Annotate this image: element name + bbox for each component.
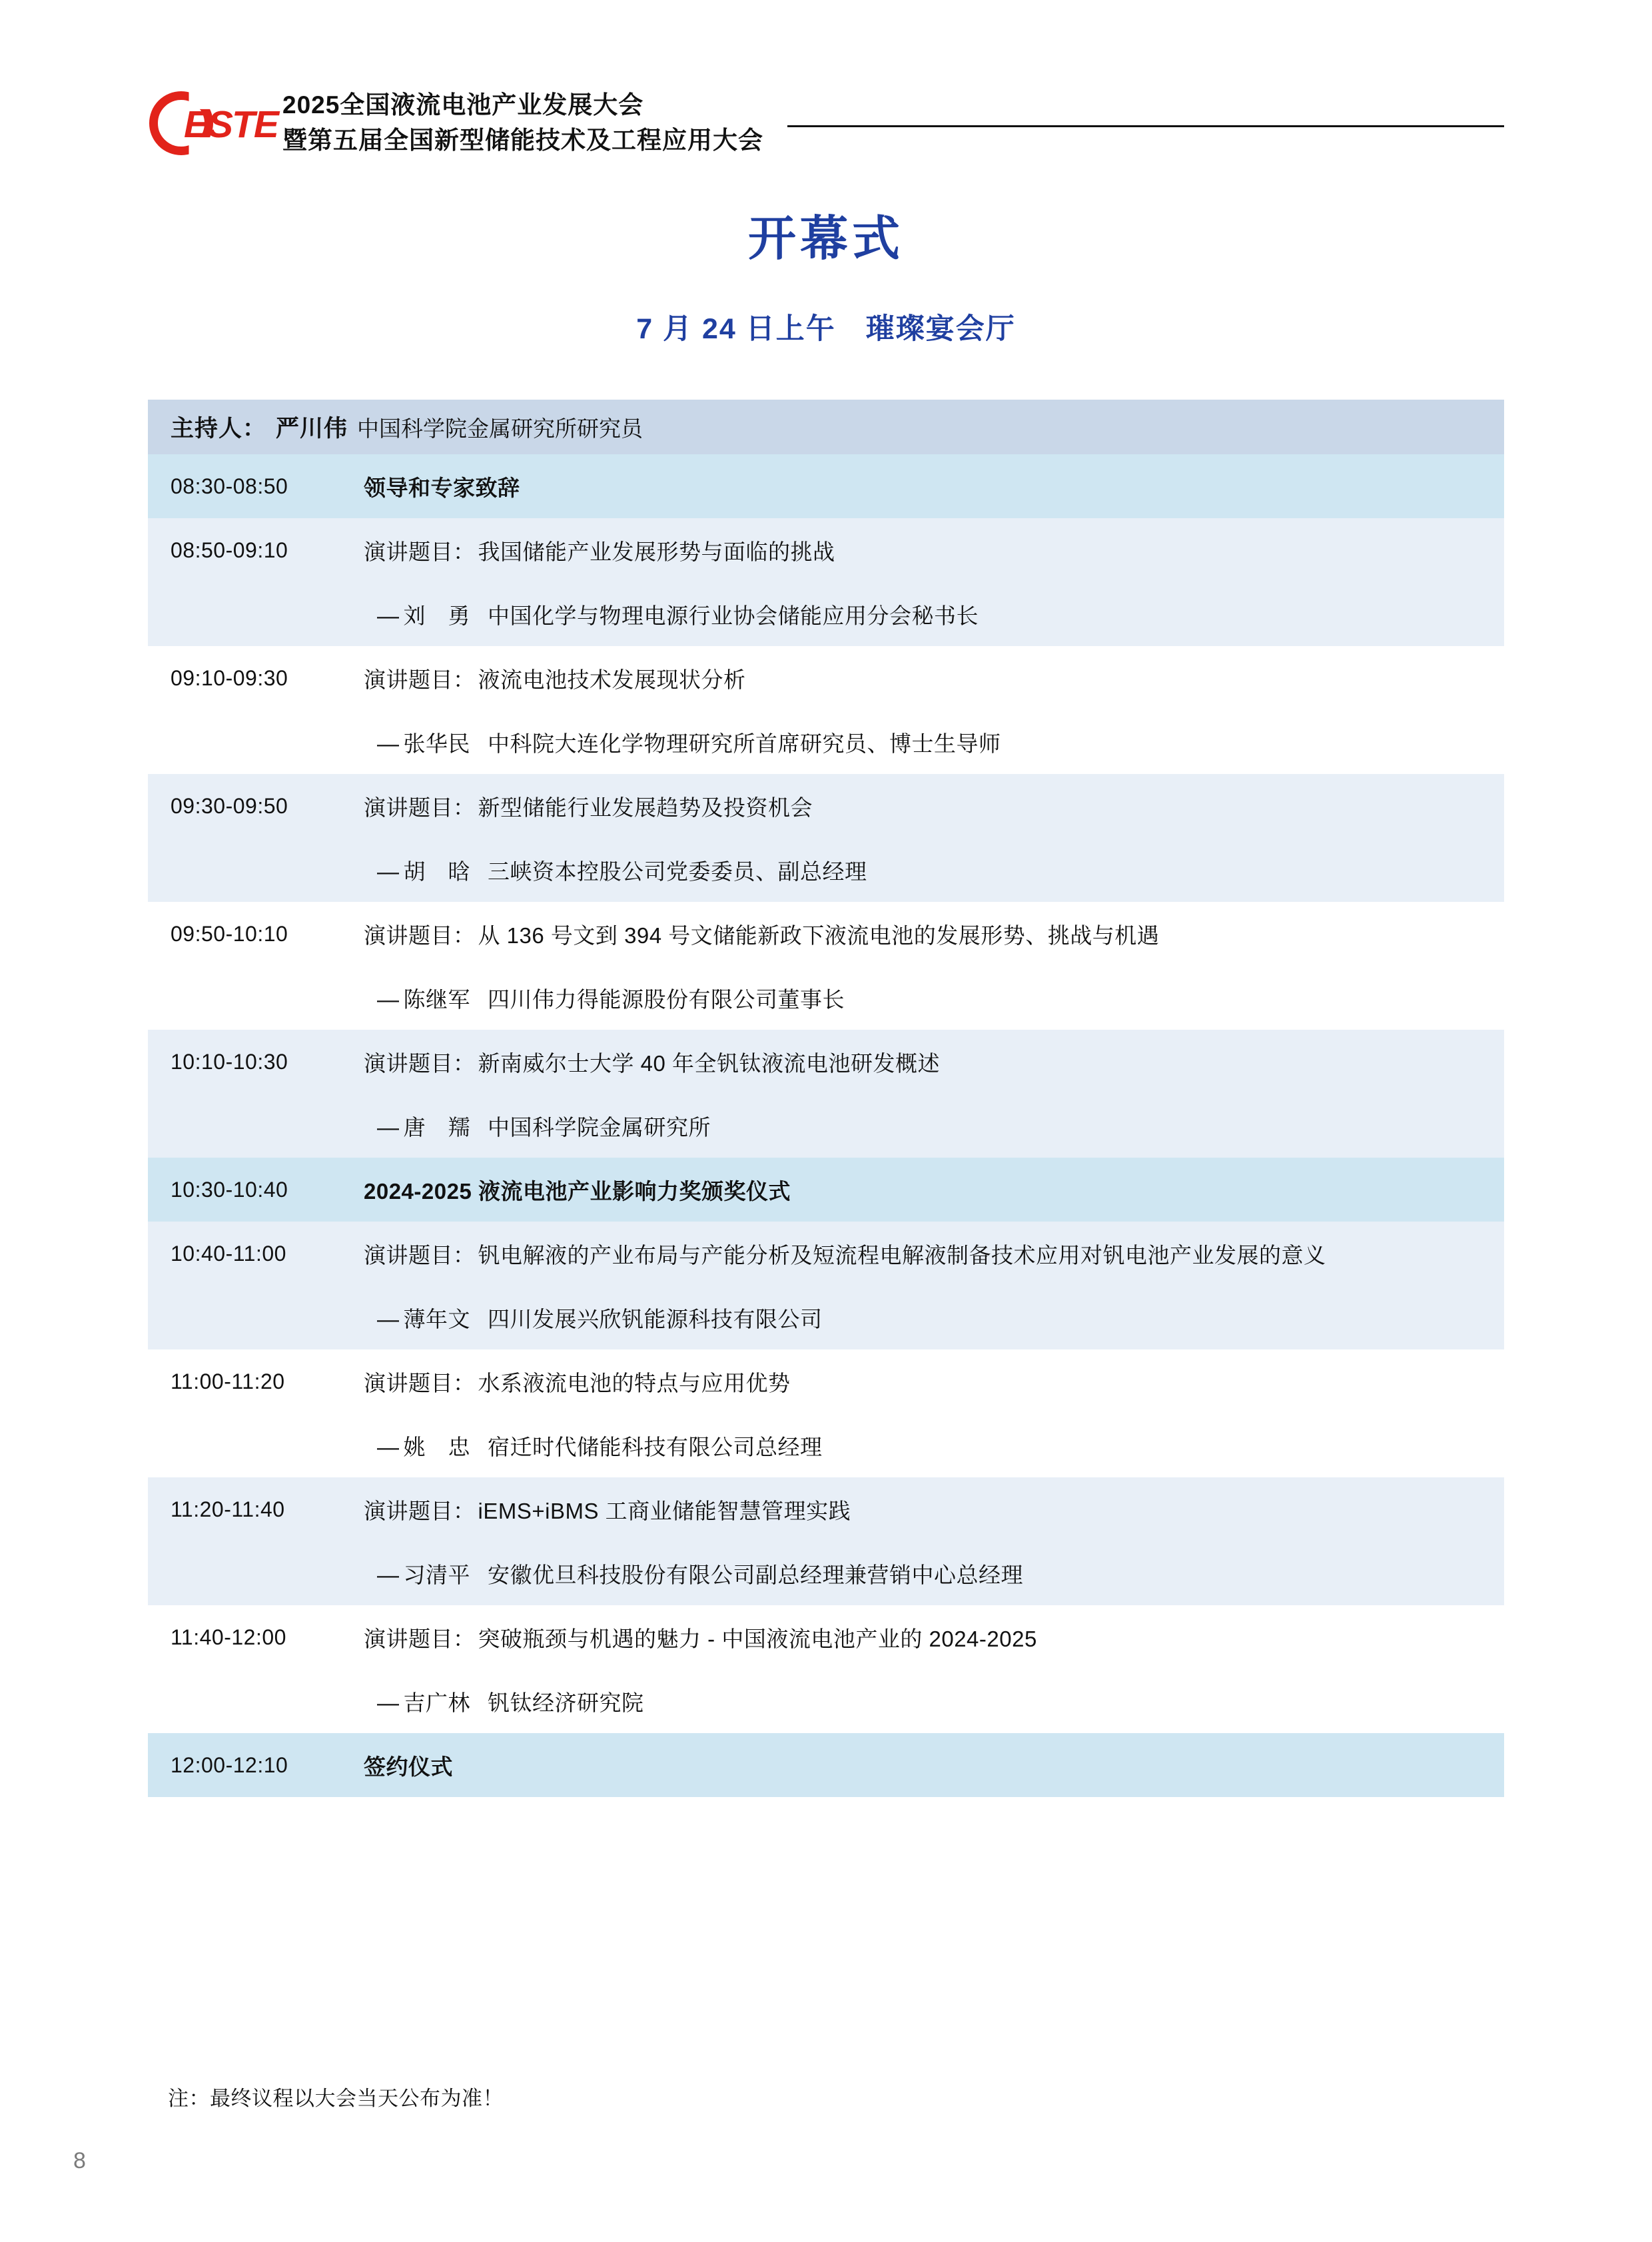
speaker-dash: — [377, 1562, 400, 1587]
agenda-session-row [148, 1477, 1504, 1541]
speaker-name: 唐 羺 [403, 1114, 470, 1140]
agenda-row-time: 11:40-12:00 [171, 1625, 286, 1649]
agenda-speaker-row [148, 966, 1504, 1030]
agenda-topic-text: iEMS+iBMS 工商业储能智慧管理实践 [478, 1498, 851, 1523]
speaker-name: 吉广林 [403, 1690, 470, 1715]
agenda-host-row [148, 400, 1504, 454]
speaker-affiliation: 宿迁时代储能科技有限公司总经理 [488, 1434, 823, 1459]
speaker-name: 习清平 [403, 1562, 470, 1587]
agenda-row-content [364, 535, 1491, 566]
agenda-speaker-row [148, 582, 1504, 646]
agenda-speaker-row [148, 1669, 1504, 1733]
header-divider [787, 125, 1504, 127]
agenda-row-time: 09:50-10:10 [171, 921, 288, 946]
agenda-session-row [148, 902, 1504, 966]
agenda-row-content [364, 1750, 1491, 1781]
agenda-speaker-row [148, 1286, 1504, 1349]
agenda-row-content [364, 1302, 1491, 1333]
speaker-name: 陈继军 [403, 986, 470, 1012]
page-title: 开幕式 [747, 212, 904, 266]
agenda-row-time: 11:20-11:40 [171, 1497, 285, 1521]
speaker-affiliation: 安徽优旦科技股份有限公司副总经理兼营销中心总经理 [488, 1562, 1023, 1587]
agenda-speaker-row [148, 710, 1504, 774]
agenda-topic-text: 我国储能产业发展形势与面临的挑战 [478, 539, 835, 564]
speaker-dash: — [377, 986, 400, 1012]
agenda-topic-text: 钒电解液的产业布局与产能分析及短流程电解液制备技术应用对钒电池产业发展的意义 [478, 1242, 1326, 1268]
agenda-row-time: 10:30-10:40 [171, 1177, 288, 1202]
agenda-topic-text: 新南威尔士大学 40 年全钒钛液流电池研发概述 [478, 1050, 941, 1076]
host-affiliation: 中国科学院金属研究所研究员 [357, 416, 643, 441]
speaker-name: 刘 勇 [403, 603, 470, 628]
speaker-affiliation: 中国科学院金属研究所 [488, 1114, 711, 1140]
agenda-rows [148, 454, 1504, 1797]
speaker-name: 薄年文 [403, 1306, 470, 1331]
speaker-dash: — [377, 1114, 400, 1140]
page-header [148, 73, 1504, 173]
agenda-row-time: 08:30-08:50 [171, 474, 288, 498]
agenda-topic-text: 新型储能行业发展趋势及投资机会 [478, 795, 813, 820]
agenda-row-content [364, 1686, 1491, 1717]
agenda-topic-text: 签约仪式 [364, 1754, 453, 1779]
agenda-session-row [148, 1158, 1504, 1222]
agenda-topic-label: 演讲题目： [364, 539, 476, 564]
speaker-affiliation: 四川伟力得能源股份有限公司董事长 [488, 986, 845, 1012]
agenda-session-row [148, 1733, 1504, 1797]
agenda-row-time: 08:50-09:10 [171, 538, 288, 562]
conference-logo [148, 87, 763, 159]
agenda-topic-label: 演讲题目： [364, 1498, 476, 1523]
agenda-row-time: 09:30-09:50 [171, 793, 288, 818]
agenda-row-content [364, 1558, 1491, 1589]
agenda-row-content [364, 663, 1491, 694]
header-title-line-2: 暨第五届全国新型储能技术及工程应用大会 [282, 127, 763, 154]
agenda-session-row [148, 1349, 1504, 1413]
agenda-row-content [364, 855, 1491, 886]
agenda-row-content [364, 1238, 1491, 1270]
agenda-topic-label: 演讲题目： [364, 1370, 476, 1395]
speaker-dash: — [377, 603, 400, 628]
agenda-topic-text: 领导和专家致辞 [364, 475, 520, 500]
agenda-topic-text: 从 136 号文到 394 号文储能新政下液流电池的发展形势、挑战与机遇 [478, 923, 1160, 948]
agenda-row-content [364, 1046, 1491, 1078]
agenda-session-row [148, 1222, 1504, 1286]
agenda-row-time: 10:40-11:00 [171, 1241, 286, 1266]
speaker-name: 胡 晗 [403, 859, 470, 884]
agenda-topic-text: 液流电池技术发展现状分析 [478, 667, 746, 692]
agenda-speaker-row [148, 1541, 1504, 1605]
header-title-line-1: 2025全国液流电池产业发展大会 [282, 91, 644, 119]
este-logo-icon [148, 87, 278, 159]
agenda-topic-text: 水系液流电池的特点与应用优势 [478, 1370, 791, 1395]
agenda-row-content [364, 1430, 1491, 1461]
logo-wordmark: ESTE [184, 103, 278, 146]
agenda-topic-label: 演讲题目： [364, 923, 476, 948]
agenda-row-content [364, 1366, 1491, 1397]
agenda-row-content [364, 982, 1491, 1014]
speaker-affiliation: 三峡资本控股公司党委委员、副总经理 [488, 859, 867, 884]
agenda-speaker-row [148, 838, 1504, 902]
speaker-dash: — [377, 1690, 400, 1715]
page-number: 8 [73, 2148, 86, 2173]
agenda-row-content [364, 1622, 1491, 1653]
agenda-topic-label: 演讲题目： [364, 1050, 476, 1076]
agenda-session-row [148, 774, 1504, 838]
agenda-row-content [364, 599, 1491, 630]
speaker-affiliation: 四川发展兴欣钒能源科技有限公司 [488, 1306, 823, 1331]
page-subtitle: 7 月 24 日上午 璀璨宴会厅 [636, 313, 1016, 345]
speaker-dash: — [377, 1434, 400, 1459]
agenda-topic-text: 2024-2025 液流电池产业影响力奖颁奖仪式 [364, 1178, 791, 1204]
agenda-row-content [364, 471, 1491, 502]
agenda-row-time: 10:10-10:30 [171, 1049, 288, 1074]
agenda-row-content [364, 919, 1491, 950]
agenda-row-time: 09:10-09:30 [171, 665, 288, 690]
agenda-speaker-row [148, 1094, 1504, 1158]
agenda-note: 注：最终议程以大会当天公布为准！ [168, 2087, 504, 2110]
agenda-session-row [148, 1605, 1504, 1669]
speaker-affiliation: 中科院大连化学物理研究所首席研究员、博士生导师 [488, 731, 1001, 756]
agenda-speaker-row [148, 1413, 1504, 1477]
speaker-dash: — [377, 731, 400, 756]
agenda-topic-label: 演讲题目： [364, 795, 476, 820]
agenda-row-time: 12:00-12:10 [171, 1752, 288, 1777]
agenda-row-content [364, 1110, 1491, 1142]
agenda-row-content [364, 727, 1491, 758]
speaker-affiliation: 钒钛经济研究院 [488, 1690, 644, 1715]
agenda-topic-text: 突破瓶颈与机遇的魅力 - 中国液流电池产业的 2024-2025 [478, 1626, 1037, 1651]
speaker-affiliation: 中国化学与物理电源行业协会储能应用分会秘书长 [488, 603, 979, 628]
agenda-topic-label: 演讲题目： [364, 1242, 476, 1268]
agenda-topic-label: 演讲题目： [364, 1626, 476, 1651]
speaker-dash: — [377, 1306, 400, 1331]
speaker-dash: — [377, 859, 400, 884]
agenda-row-content [364, 1494, 1491, 1525]
agenda-row-content [364, 791, 1491, 822]
agenda-table [148, 400, 1504, 1797]
agenda-row-content [364, 1174, 1491, 1206]
agenda-session-row [148, 1030, 1504, 1094]
agenda-session-row [148, 454, 1504, 518]
agenda-topic-label: 演讲题目： [364, 667, 476, 692]
speaker-name: 姚 忠 [403, 1434, 470, 1459]
agenda-session-row [148, 646, 1504, 710]
agenda-session-row [148, 518, 1504, 582]
header-titles [282, 88, 763, 158]
host-name: 严川伟 [276, 416, 348, 442]
agenda-row-time: 11:00-11:20 [171, 1369, 285, 1393]
host-label: 主持人： [171, 416, 267, 442]
speaker-name: 张华民 [403, 731, 470, 756]
